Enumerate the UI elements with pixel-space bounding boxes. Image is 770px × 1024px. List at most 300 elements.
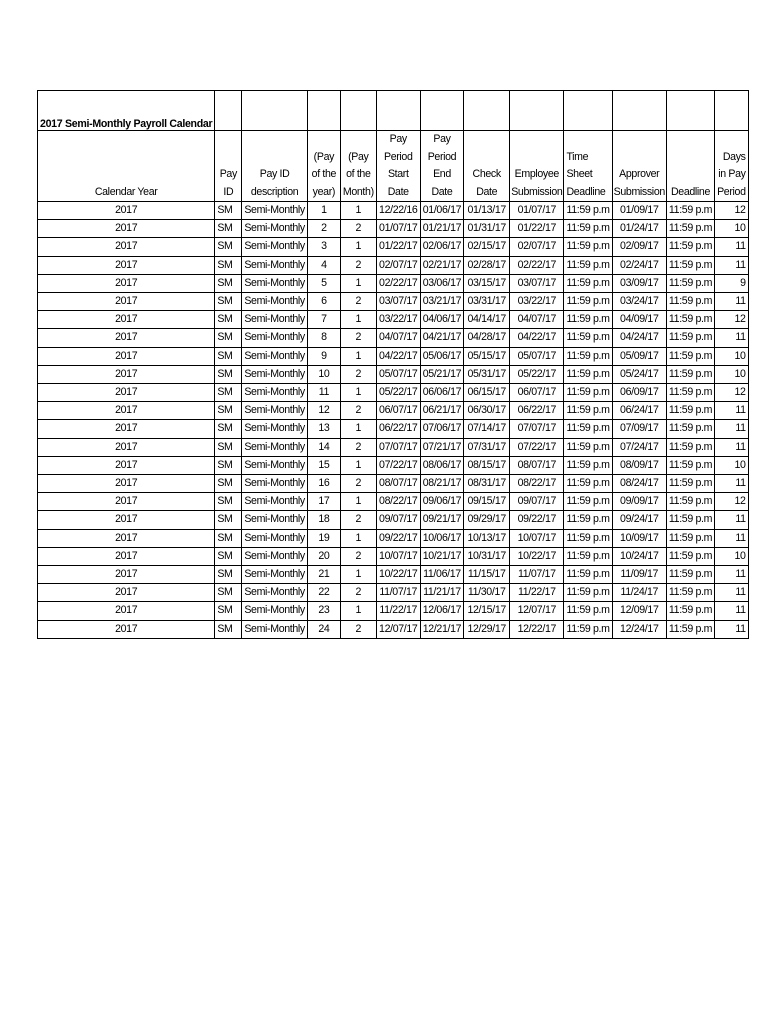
cell-time-sheet-deadline: 11:59 p.m <box>564 511 612 529</box>
cell-employee-submission: 02/07/17 <box>510 238 564 256</box>
cell-approver-submission: 08/24/17 <box>612 475 666 493</box>
spacer-cell <box>464 91 510 119</box>
cell-check-date: 07/31/17 <box>464 438 510 456</box>
cell-deadline: 11:59 p.m <box>666 584 714 602</box>
cell-deadline: 11:59 p.m <box>666 566 714 584</box>
cell-pay-of-year: 6 <box>307 293 340 311</box>
cell-pay-of-month: 2 <box>340 402 376 420</box>
table-row <box>38 475 749 493</box>
cell-days-in-period: 11 <box>715 475 749 493</box>
cell-pay-id-description: Semi-Monthly <box>242 402 308 420</box>
cell-pay-of-month: 2 <box>340 220 376 238</box>
cell-approver-submission: 04/09/17 <box>612 311 666 329</box>
title-filler-cell <box>612 118 666 131</box>
cell-period-start-date: 01/07/17 <box>376 220 420 238</box>
cell-approver-submission: 08/09/17 <box>612 456 666 474</box>
cell-approver-submission: 09/09/17 <box>612 493 666 511</box>
cell-pay-id-description: Semi-Monthly <box>242 420 308 438</box>
table-row <box>38 384 749 402</box>
cell-period-start-date: 02/22/17 <box>376 274 420 292</box>
cell-calendar-year: 2017 <box>38 256 215 274</box>
title-filler-cell <box>715 118 749 131</box>
cell-pay-id: SM <box>215 293 242 311</box>
cell-period-end-date: 01/06/17 <box>420 202 463 220</box>
table-row <box>38 238 749 256</box>
cell-check-date: 08/15/17 <box>464 456 510 474</box>
cell-deadline: 11:59 p.m <box>666 238 714 256</box>
cell-pay-of-month: 2 <box>340 547 376 565</box>
cell-period-end-date: 02/06/17 <box>420 238 463 256</box>
cell-pay-of-month: 2 <box>340 511 376 529</box>
cell-pay-of-month: 2 <box>340 256 376 274</box>
cell-pay-id-description: Semi-Monthly <box>242 584 308 602</box>
cell-deadline: 11:59 p.m <box>666 420 714 438</box>
cell-employee-submission: 08/07/17 <box>510 456 564 474</box>
cell-employee-submission: 05/22/17 <box>510 365 564 383</box>
header-approver-submission: Approver Submission <box>612 131 666 202</box>
cell-employee-submission: 09/22/17 <box>510 511 564 529</box>
cell-pay-of-month: 1 <box>340 202 376 220</box>
cell-pay-of-month: 1 <box>340 602 376 620</box>
header-period-end: Pay Period End Date <box>420 131 463 202</box>
cell-days-in-period: 11 <box>715 402 749 420</box>
cell-calendar-year: 2017 <box>38 566 215 584</box>
table-row <box>38 347 749 365</box>
cell-pay-id-description: Semi-Monthly <box>242 384 308 402</box>
cell-period-end-date: 11/21/17 <box>420 584 463 602</box>
cell-pay-id-description: Semi-Monthly <box>242 220 308 238</box>
cell-approver-submission: 09/24/17 <box>612 511 666 529</box>
cell-check-date: 03/31/17 <box>464 293 510 311</box>
cell-pay-id: SM <box>215 438 242 456</box>
cell-period-end-date: 12/21/17 <box>420 620 463 638</box>
title-filler-cell <box>464 118 510 131</box>
cell-period-start-date: 08/22/17 <box>376 493 420 511</box>
cell-approver-submission: 10/09/17 <box>612 529 666 547</box>
cell-period-start-date: 09/22/17 <box>376 529 420 547</box>
cell-pay-of-year: 19 <box>307 529 340 547</box>
cell-check-date: 03/15/17 <box>464 274 510 292</box>
table-row <box>38 602 749 620</box>
cell-days-in-period: 10 <box>715 365 749 383</box>
cell-check-date: 06/30/17 <box>464 402 510 420</box>
spacer-cell <box>420 91 463 119</box>
cell-period-end-date: 05/21/17 <box>420 365 463 383</box>
cell-pay-id-description: Semi-Monthly <box>242 456 308 474</box>
cell-days-in-period: 11 <box>715 438 749 456</box>
payroll-calendar-table <box>37 90 749 639</box>
cell-pay-id-description: Semi-Monthly <box>242 347 308 365</box>
cell-employee-submission: 06/07/17 <box>510 384 564 402</box>
cell-time-sheet-deadline: 11:59 p.m <box>564 456 612 474</box>
cell-period-start-date: 08/07/17 <box>376 475 420 493</box>
cell-pay-id: SM <box>215 547 242 565</box>
cell-calendar-year: 2017 <box>38 293 215 311</box>
cell-pay-id: SM <box>215 347 242 365</box>
title-filler-cell <box>376 118 420 131</box>
cell-pay-id-description: Semi-Monthly <box>242 202 308 220</box>
cell-pay-id: SM <box>215 311 242 329</box>
cell-pay-of-year: 15 <box>307 456 340 474</box>
cell-period-start-date: 07/22/17 <box>376 456 420 474</box>
cell-deadline: 11:59 p.m <box>666 529 714 547</box>
cell-time-sheet-deadline: 11:59 p.m <box>564 220 612 238</box>
cell-pay-id-description: Semi-Monthly <box>242 438 308 456</box>
cell-approver-submission: 04/24/17 <box>612 329 666 347</box>
cell-employee-submission: 06/22/17 <box>510 402 564 420</box>
spacer-cell <box>242 91 308 119</box>
title-filler-cell <box>510 118 564 131</box>
cell-pay-of-month: 1 <box>340 420 376 438</box>
table-row <box>38 274 749 292</box>
table-row <box>38 402 749 420</box>
cell-period-end-date: 07/06/17 <box>420 420 463 438</box>
cell-pay-id-description: Semi-Monthly <box>242 602 308 620</box>
table-row <box>38 220 749 238</box>
cell-pay-id: SM <box>215 511 242 529</box>
cell-pay-of-year: 23 <box>307 602 340 620</box>
cell-calendar-year: 2017 <box>38 420 215 438</box>
cell-approver-submission: 03/09/17 <box>612 274 666 292</box>
spacer-cell <box>564 91 612 119</box>
cell-time-sheet-deadline: 11:59 p.m <box>564 256 612 274</box>
cell-approver-submission: 06/24/17 <box>612 402 666 420</box>
cell-check-date: 04/28/17 <box>464 329 510 347</box>
cell-days-in-period: 10 <box>715 347 749 365</box>
cell-calendar-year: 2017 <box>38 329 215 347</box>
cell-approver-submission: 03/24/17 <box>612 293 666 311</box>
table-row <box>38 547 749 565</box>
cell-pay-of-month: 1 <box>340 529 376 547</box>
header-days-in-period: Days in Pay Period <box>715 131 749 202</box>
cell-time-sheet-deadline: 11:59 p.m <box>564 274 612 292</box>
spacer-cell <box>666 91 714 119</box>
cell-calendar-year: 2017 <box>38 202 215 220</box>
table-row <box>38 420 749 438</box>
sheet-title: 2017 Semi-Monthly Payroll Calendar <box>38 118 215 131</box>
cell-period-end-date: 10/06/17 <box>420 529 463 547</box>
cell-calendar-year: 2017 <box>38 402 215 420</box>
cell-days-in-period: 12 <box>715 493 749 511</box>
cell-period-end-date: 01/21/17 <box>420 220 463 238</box>
cell-pay-of-year: 2 <box>307 220 340 238</box>
cell-approver-submission: 01/09/17 <box>612 202 666 220</box>
cell-pay-id: SM <box>215 384 242 402</box>
title-filler-cell <box>340 118 376 131</box>
cell-calendar-year: 2017 <box>38 347 215 365</box>
cell-pay-of-month: 2 <box>340 620 376 638</box>
cell-days-in-period: 11 <box>715 293 749 311</box>
cell-check-date: 01/13/17 <box>464 202 510 220</box>
cell-deadline: 11:59 p.m <box>666 365 714 383</box>
cell-approver-submission: 07/24/17 <box>612 438 666 456</box>
cell-pay-id: SM <box>215 238 242 256</box>
cell-period-start-date: 05/07/17 <box>376 365 420 383</box>
spacer-cell <box>376 91 420 119</box>
cell-pay-id: SM <box>215 202 242 220</box>
header-pay-id-description: Pay ID description <box>242 131 308 202</box>
cell-pay-of-year: 9 <box>307 347 340 365</box>
cell-days-in-period: 11 <box>715 238 749 256</box>
cell-days-in-period: 11 <box>715 529 749 547</box>
cell-deadline: 11:59 p.m <box>666 620 714 638</box>
cell-deadline: 11:59 p.m <box>666 547 714 565</box>
spacer-row <box>38 91 749 119</box>
cell-period-end-date: 07/21/17 <box>420 438 463 456</box>
cell-period-start-date: 06/22/17 <box>376 420 420 438</box>
cell-period-start-date: 05/22/17 <box>376 384 420 402</box>
cell-days-in-period: 12 <box>715 311 749 329</box>
cell-pay-id-description: Semi-Monthly <box>242 256 308 274</box>
cell-days-in-period: 12 <box>715 384 749 402</box>
cell-days-in-period: 11 <box>715 256 749 274</box>
cell-approver-submission: 05/24/17 <box>612 365 666 383</box>
cell-deadline: 11:59 p.m <box>666 311 714 329</box>
cell-time-sheet-deadline: 11:59 p.m <box>564 293 612 311</box>
cell-pay-of-year: 14 <box>307 438 340 456</box>
cell-time-sheet-deadline: 11:59 p.m <box>564 365 612 383</box>
cell-approver-submission: 05/09/17 <box>612 347 666 365</box>
cell-pay-id: SM <box>215 620 242 638</box>
title-filler-cell <box>666 118 714 131</box>
cell-employee-submission: 02/22/17 <box>510 256 564 274</box>
cell-pay-of-month: 2 <box>340 365 376 383</box>
table-row <box>38 620 749 638</box>
cell-approver-submission: 11/24/17 <box>612 584 666 602</box>
cell-check-date: 10/13/17 <box>464 529 510 547</box>
cell-pay-of-month: 1 <box>340 566 376 584</box>
cell-period-end-date: 04/21/17 <box>420 329 463 347</box>
cell-time-sheet-deadline: 11:59 p.m <box>564 602 612 620</box>
title-row <box>38 118 749 131</box>
cell-pay-of-month: 2 <box>340 329 376 347</box>
cell-days-in-period: 9 <box>715 274 749 292</box>
cell-pay-of-month: 1 <box>340 274 376 292</box>
cell-period-start-date: 09/07/17 <box>376 511 420 529</box>
cell-pay-id: SM <box>215 493 242 511</box>
title-filler-cell <box>420 118 463 131</box>
cell-deadline: 11:59 p.m <box>666 456 714 474</box>
cell-calendar-year: 2017 <box>38 529 215 547</box>
cell-deadline: 11:59 p.m <box>666 384 714 402</box>
cell-deadline: 11:59 p.m <box>666 438 714 456</box>
cell-pay-id: SM <box>215 329 242 347</box>
cell-check-date: 11/30/17 <box>464 584 510 602</box>
cell-pay-of-month: 1 <box>340 311 376 329</box>
header-row <box>38 131 749 202</box>
cell-pay-of-year: 20 <box>307 547 340 565</box>
cell-pay-id-description: Semi-Monthly <box>242 329 308 347</box>
cell-deadline: 11:59 p.m <box>666 602 714 620</box>
cell-calendar-year: 2017 <box>38 220 215 238</box>
cell-check-date: 07/14/17 <box>464 420 510 438</box>
header-employee-submission: Employee Submission <box>510 131 564 202</box>
cell-pay-of-month: 1 <box>340 238 376 256</box>
cell-period-end-date: 11/06/17 <box>420 566 463 584</box>
cell-pay-id: SM <box>215 584 242 602</box>
cell-approver-submission: 10/24/17 <box>612 547 666 565</box>
cell-pay-id: SM <box>215 602 242 620</box>
cell-pay-id: SM <box>215 256 242 274</box>
cell-days-in-period: 11 <box>715 602 749 620</box>
cell-employee-submission: 01/22/17 <box>510 220 564 238</box>
cell-period-end-date: 12/06/17 <box>420 602 463 620</box>
cell-period-end-date: 05/06/17 <box>420 347 463 365</box>
cell-days-in-period: 11 <box>715 584 749 602</box>
cell-check-date: 09/29/17 <box>464 511 510 529</box>
cell-time-sheet-deadline: 11:59 p.m <box>564 238 612 256</box>
cell-employee-submission: 09/07/17 <box>510 493 564 511</box>
cell-pay-id-description: Semi-Monthly <box>242 475 308 493</box>
cell-pay-of-month: 2 <box>340 584 376 602</box>
cell-time-sheet-deadline: 11:59 p.m <box>564 329 612 347</box>
cell-employee-submission: 12/22/17 <box>510 620 564 638</box>
cell-deadline: 11:59 p.m <box>666 493 714 511</box>
cell-employee-submission: 04/22/17 <box>510 329 564 347</box>
cell-approver-submission: 02/24/17 <box>612 256 666 274</box>
header-calendar-year: Calendar Year <box>38 131 215 202</box>
cell-period-end-date: 03/21/17 <box>420 293 463 311</box>
cell-time-sheet-deadline: 11:59 p.m <box>564 584 612 602</box>
title-filler-cell <box>215 118 242 131</box>
cell-period-start-date: 11/07/17 <box>376 584 420 602</box>
cell-pay-of-month: 2 <box>340 293 376 311</box>
cell-calendar-year: 2017 <box>38 602 215 620</box>
table-row <box>38 293 749 311</box>
cell-pay-of-year: 10 <box>307 365 340 383</box>
cell-deadline: 11:59 p.m <box>666 256 714 274</box>
cell-check-date: 12/29/17 <box>464 620 510 638</box>
table-row <box>38 311 749 329</box>
title-filler-cell <box>307 118 340 131</box>
cell-pay-of-month: 1 <box>340 384 376 402</box>
cell-employee-submission: 11/07/17 <box>510 566 564 584</box>
header-deadline: Deadline <box>666 131 714 202</box>
table-row <box>38 329 749 347</box>
cell-pay-id-description: Semi-Monthly <box>242 293 308 311</box>
cell-check-date: 04/14/17 <box>464 311 510 329</box>
spacer-cell <box>340 91 376 119</box>
cell-pay-of-year: 11 <box>307 384 340 402</box>
cell-period-start-date: 02/07/17 <box>376 256 420 274</box>
cell-calendar-year: 2017 <box>38 475 215 493</box>
cell-pay-id-description: Semi-Monthly <box>242 511 308 529</box>
cell-pay-of-year: 4 <box>307 256 340 274</box>
cell-pay-of-year: 8 <box>307 329 340 347</box>
cell-employee-submission: 01/07/17 <box>510 202 564 220</box>
cell-pay-id-description: Semi-Monthly <box>242 365 308 383</box>
cell-pay-id-description: Semi-Monthly <box>242 238 308 256</box>
cell-pay-of-year: 7 <box>307 311 340 329</box>
cell-check-date: 10/31/17 <box>464 547 510 565</box>
cell-pay-of-year: 1 <box>307 202 340 220</box>
cell-calendar-year: 2017 <box>38 365 215 383</box>
table-row <box>38 584 749 602</box>
cell-pay-of-month: 2 <box>340 475 376 493</box>
cell-time-sheet-deadline: 11:59 p.m <box>564 311 612 329</box>
cell-period-start-date: 12/07/17 <box>376 620 420 638</box>
table-row <box>38 511 749 529</box>
cell-calendar-year: 2017 <box>38 547 215 565</box>
spacer-cell <box>612 91 666 119</box>
cell-employee-submission: 03/22/17 <box>510 293 564 311</box>
cell-time-sheet-deadline: 11:59 p.m <box>564 620 612 638</box>
cell-pay-of-year: 17 <box>307 493 340 511</box>
cell-pay-of-month: 1 <box>340 456 376 474</box>
cell-deadline: 11:59 p.m <box>666 202 714 220</box>
cell-deadline: 11:59 p.m <box>666 511 714 529</box>
cell-pay-of-month: 1 <box>340 493 376 511</box>
cell-calendar-year: 2017 <box>38 238 215 256</box>
cell-period-end-date: 08/06/17 <box>420 456 463 474</box>
table-row <box>38 456 749 474</box>
cell-period-start-date: 03/07/17 <box>376 293 420 311</box>
cell-time-sheet-deadline: 11:59 p.m <box>564 384 612 402</box>
cell-pay-id: SM <box>215 274 242 292</box>
table-row <box>38 493 749 511</box>
spacer-cell <box>715 91 749 119</box>
cell-period-end-date: 06/06/17 <box>420 384 463 402</box>
title-filler-cell <box>242 118 308 131</box>
cell-period-end-date: 08/21/17 <box>420 475 463 493</box>
cell-time-sheet-deadline: 11:59 p.m <box>564 402 612 420</box>
cell-employee-submission: 07/07/17 <box>510 420 564 438</box>
cell-days-in-period: 12 <box>715 202 749 220</box>
cell-pay-id-description: Semi-Monthly <box>242 529 308 547</box>
title-filler-cell <box>564 118 612 131</box>
cell-period-end-date: 04/06/17 <box>420 311 463 329</box>
cell-check-date: 02/15/17 <box>464 238 510 256</box>
cell-deadline: 11:59 p.m <box>666 347 714 365</box>
cell-days-in-period: 10 <box>715 220 749 238</box>
cell-pay-id: SM <box>215 456 242 474</box>
cell-pay-id-description: Semi-Monthly <box>242 547 308 565</box>
cell-calendar-year: 2017 <box>38 511 215 529</box>
cell-period-start-date: 07/07/17 <box>376 438 420 456</box>
cell-time-sheet-deadline: 11:59 p.m <box>564 347 612 365</box>
cell-days-in-period: 11 <box>715 511 749 529</box>
cell-period-end-date: 09/06/17 <box>420 493 463 511</box>
cell-period-start-date: 04/07/17 <box>376 329 420 347</box>
cell-period-start-date: 04/22/17 <box>376 347 420 365</box>
cell-calendar-year: 2017 <box>38 456 215 474</box>
cell-period-end-date: 09/21/17 <box>420 511 463 529</box>
cell-period-end-date: 02/21/17 <box>420 256 463 274</box>
cell-time-sheet-deadline: 11:59 p.m <box>564 566 612 584</box>
table-row <box>38 365 749 383</box>
cell-check-date: 05/31/17 <box>464 365 510 383</box>
cell-pay-of-year: 21 <box>307 566 340 584</box>
cell-pay-id: SM <box>215 566 242 584</box>
cell-employee-submission: 12/07/17 <box>510 602 564 620</box>
cell-approver-submission: 11/09/17 <box>612 566 666 584</box>
cell-employee-submission: 05/07/17 <box>510 347 564 365</box>
cell-approver-submission: 12/09/17 <box>612 602 666 620</box>
cell-calendar-year: 2017 <box>38 384 215 402</box>
cell-calendar-year: 2017 <box>38 274 215 292</box>
cell-approver-submission: 01/24/17 <box>612 220 666 238</box>
table-row <box>38 566 749 584</box>
cell-time-sheet-deadline: 11:59 p.m <box>564 493 612 511</box>
cell-approver-submission: 07/09/17 <box>612 420 666 438</box>
header-period-start: Pay Period Start Date <box>376 131 420 202</box>
cell-check-date: 08/31/17 <box>464 475 510 493</box>
cell-employee-submission: 04/07/17 <box>510 311 564 329</box>
header-pay-id: Pay ID <box>215 131 242 202</box>
cell-approver-submission: 06/09/17 <box>612 384 666 402</box>
cell-employee-submission: 10/07/17 <box>510 529 564 547</box>
table-row <box>38 202 749 220</box>
